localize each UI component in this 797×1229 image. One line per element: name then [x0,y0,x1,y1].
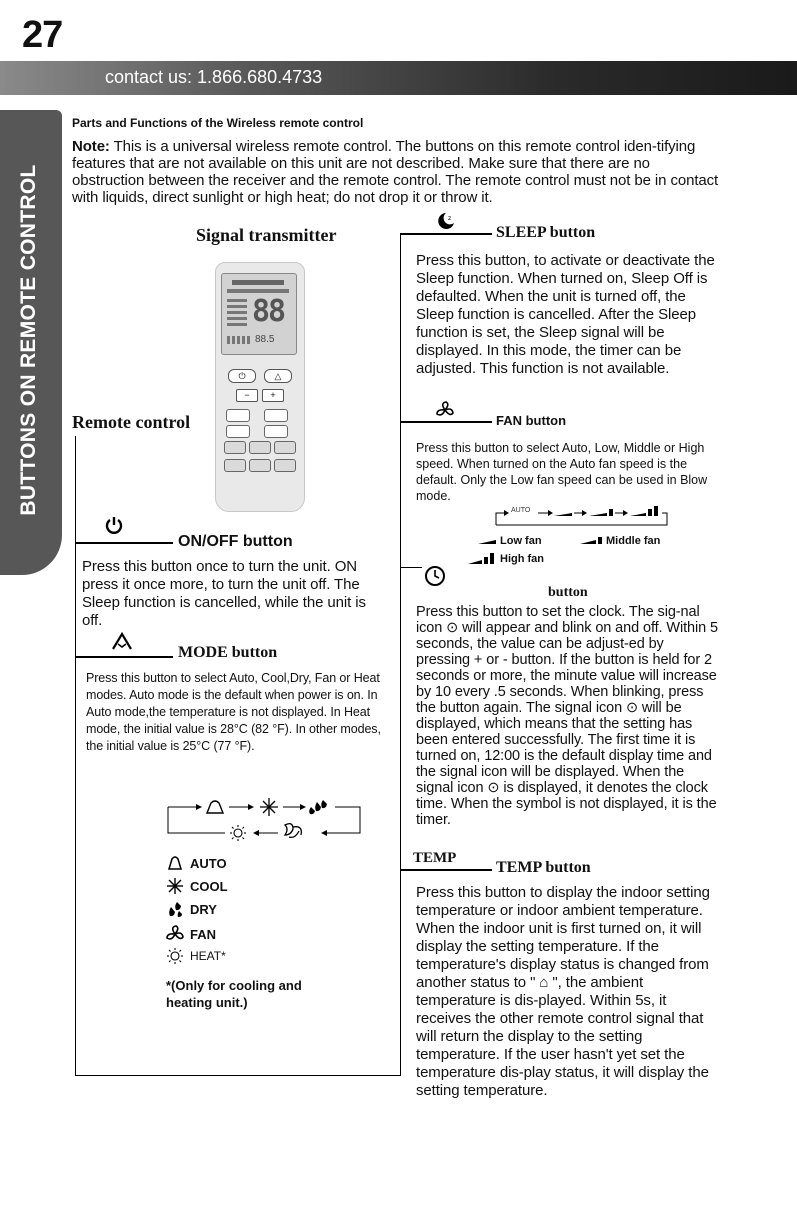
remote-mode-button[interactable]: △ [264,369,292,383]
note-paragraph [72,138,722,206]
screen-icons [227,336,251,344]
remote-small-digits: 88.5 [255,334,275,345]
remote-clock-button[interactable] [274,441,296,454]
fan-text: Press this button to select Auto, Low, Middle or High speed. When turned on the Auto fan speed is the default. Only the Low fan speed can be used in Blow mode. [416,441,708,503]
legend-cool-label: COOL [190,878,228,894]
contact-text: contact us: 1.866.680.4733 [105,67,323,87]
legend-fan-label: FAN [190,926,216,942]
mode-icon [110,631,134,651]
remote-control-image [215,262,305,512]
high-fan-label: High fan [500,553,544,565]
remote-cool-button[interactable] [224,459,246,472]
section-title: Parts and Functions of the Wireless remote control [72,116,364,130]
low-fan-label: Low fan [500,535,542,547]
screen-icons [227,299,247,329]
bottom-bracket-line [75,1075,400,1076]
fan-icon [166,925,184,943]
center-bracket-line [400,233,401,1076]
legend-auto-label: AUTO [190,855,227,871]
remote-screen [221,273,297,355]
temp-title: TEMP button [496,859,591,876]
page-number: 27 [22,14,63,56]
remote-minus-button[interactable]: − [236,389,258,402]
screen-row [232,280,284,285]
legend-dry [166,900,217,918]
high-fan-icon [468,552,498,566]
temp-label: TEMP [413,850,457,866]
mode-text: Press this button to select Auto, Cool,Dry, Fan or Heat modes. Auto mode is the default when power is on. In Auto mode,the temperature is not displayed. In Heat mode, the initial value is 28°C (82 °F). In other modes, the initial value is 25°C (77 °F). [86,671,381,753]
signal-transmitter-label: Signal transmitter [196,225,337,245]
sleep-icon [436,211,456,231]
heat-icon [166,947,184,965]
mode-title: MODE button [178,644,278,661]
remote-function-button[interactable] [226,425,250,438]
sleep-line [400,233,492,235]
remote-sleep-button[interactable] [249,459,271,472]
remote-temp-button[interactable] [224,441,246,454]
onoff-line [75,542,173,544]
remote-fan-button[interactable] [226,409,250,422]
clock-text: Press this button to set the clock. The sig-nal icon ⊙ will appear and blink on and off. Within 5 seconds, the value can be adjust-ed by pressing + or - button. If the button is held for 2 seconds or more, the minute value will increase by 10 every .5 seconds. When blinking, press the button again. The signal icon ⊙ will be displayed, which means that the setting has been entered successfully. The first time it is turned on, 12:00 is the default display time and the signal icon will be displayed. When the signal icon ⊙ is displayed, it denotes the clock time. When the symbol is not displayed, it is the timer. [416,604,718,828]
mode-footnote: *(Only for cooling and heating unit.) [166,978,302,1010]
clock-icon [424,565,446,587]
legend-cool [166,877,228,895]
clock-line [400,567,422,568]
onoff-title: ON/OFF button [178,533,293,550]
left-bracket-line [75,436,76,1076]
note-text: This is a universal wireless remote control. The buttons on this remote control iden-tifying features that are not available on this unit are not described. Make sure that there are no obstruction between the receiver and the remote control. The remote control must not be in contact with liquids, direct sunlight or high heat; do not drop it or throw it. [72,138,719,206]
dry-icon [166,900,184,918]
cool-icon [166,877,184,895]
power-icon [104,515,124,535]
remote-plus-button[interactable]: + [262,389,284,402]
fan-button-icon [436,401,454,419]
screen-row [227,289,289,293]
note-label: Note: [72,138,110,155]
clock-title: button [548,585,588,600]
low-fan-icon [478,536,498,546]
onoff-text: Press this button once to turn the unit. ON press it once more, to turn the unit off. The Sleep function is cancelled, while the unit is off. [82,558,366,629]
mode-line [75,656,173,658]
remote-big-digits: 88 [252,294,285,329]
fan-auto-label: AUTO [511,507,531,514]
legend-heat [166,947,226,965]
legend-heat-label: HEAT* [190,949,226,963]
legend-fan [166,925,216,943]
remote-heat-button[interactable] [274,459,296,472]
side-tab-label: BUTTONS ON REMOTE CONTROL [17,164,40,516]
sleep-text: Press this button, to activate or deactivate the Sleep function. When turned on, Sleep Off is defaulted. When the unit is turned off, the Sleep function is cancelled. After the Sleep function is set, the Sleep signal will be displayed. In this mode, the timer can be adjusted. This function is not available. [416,252,715,377]
temp-line [400,869,492,871]
remote-function-button[interactable] [264,425,288,438]
middle-fan-icon [580,534,606,546]
legend-auto [166,854,227,872]
auto-icon [166,854,184,872]
remote-swing-button[interactable] [264,409,288,422]
fan-title: FAN button [496,413,567,428]
legend-dry-label: DRY [190,901,217,917]
remote-control-label: Remote control [72,412,191,432]
mode-cycle-diagram [165,795,365,847]
remote-power-button[interactable]: ⏻ [228,369,256,383]
svg-text:z: z [448,215,452,222]
fan-line [400,421,492,423]
remote-timer-button[interactable] [249,441,271,454]
sleep-title: SLEEP button [496,224,596,241]
temp-text: Press this button to display the indoor setting temperature or indoor ambient temperature. When the indoor unit is first turned on, it will display the setting temperature. If the temperature's display status is changed from another status to " ⌂ ", the ambient temperature is dis-played. Within 5s, it receives the other remote control signal that will return the display to the setting temperature. If the user hasn't yet set the temperature dis-play status, it will display the setting temperature. [416,884,710,1099]
middle-fan-label: Middle fan [606,535,661,547]
